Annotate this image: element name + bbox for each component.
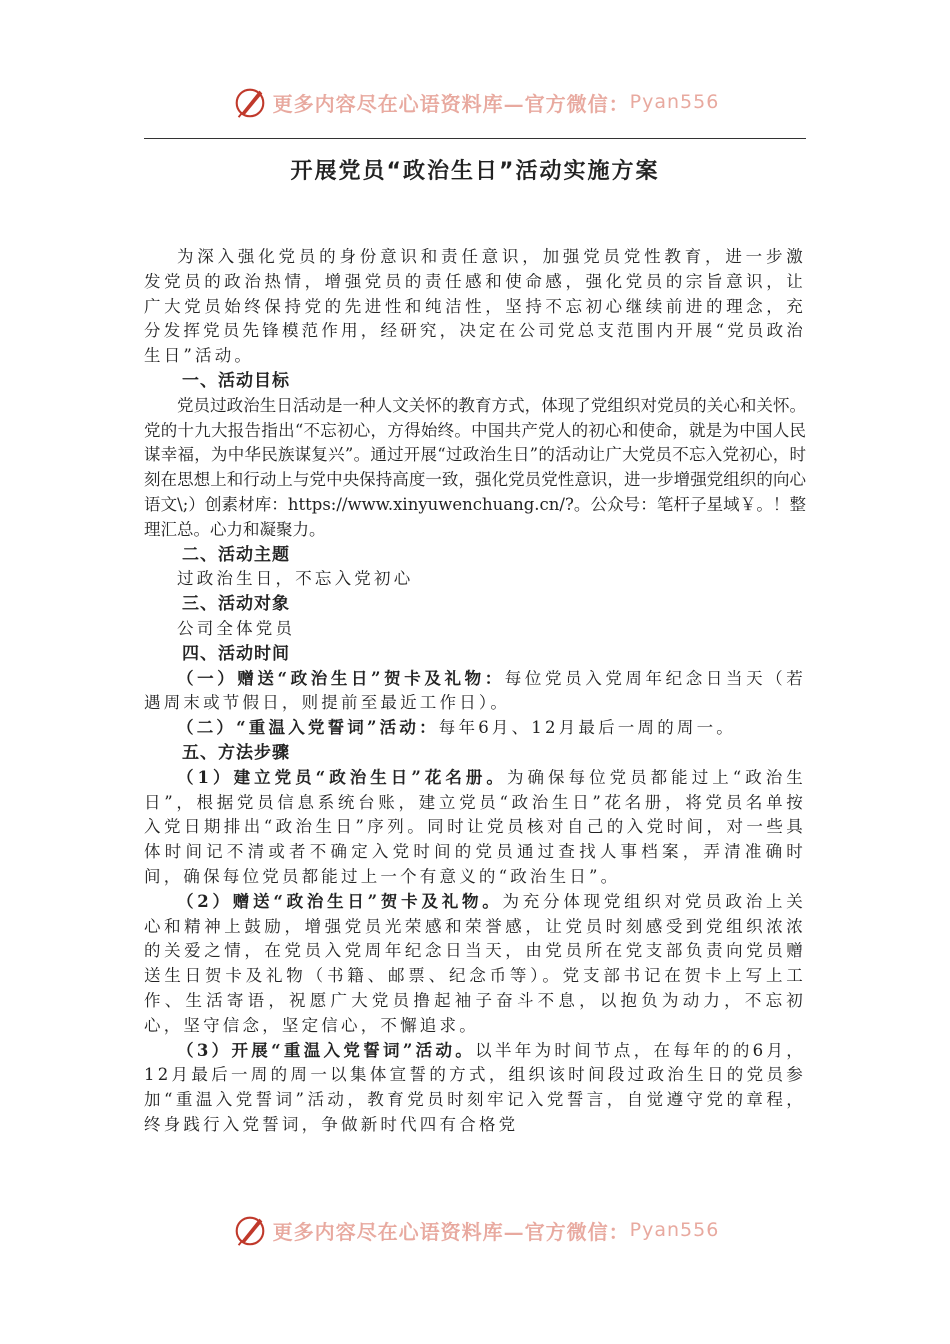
- theme-text: 过政治生日，不忘入党初心: [177, 569, 414, 589]
- section-heading-goal: 一、活动目标: [182, 370, 290, 391]
- section-heading-target: 三、活动对象: [182, 594, 290, 615]
- footer-watermark-banner: [0, 1208, 950, 1252]
- time-item-2: [144, 716, 806, 741]
- banner-text: 更多内容尽在心语资料库—官方微信：: [272, 1219, 630, 1244]
- header-divider: [144, 138, 806, 139]
- time-item-2-text: 每年6月、12月最后一周的周一。: [438, 718, 736, 738]
- intro-paragraph: 为深入强化党员的身份意识和责任意识，加强党员党性教育，进一步激发党员的政治热情，增强党员的责任感和使命感，强化党员的宗旨意识，让广大党员始终保持党的先进性和纯洁性，坚持不忘初心继续前进的理念，充分发挥党员先锋模范作用，经研究，决定在公司党总支范围内开展“党员政治生日”活动。: [144, 247, 806, 366]
- section-heading-theme: 二、活动主题: [182, 544, 290, 565]
- step-2-lead: （2）赠送“政治生日”贺卡及礼物。: [177, 891, 503, 911]
- section-heading-steps: 五、方法步骤: [182, 742, 290, 763]
- step-3-text: 以半年为时间节点，在每年的的6月，12月最后一周的周一以集体宣誓的方式，组织该时间段过政治生日的党员参加“重温入党誓词”活动，教育党员时刻牢记入党誓言，自觉遵守党的章程，终身践行入党誓词，争做新时代四有合格党: [144, 1040, 806, 1134]
- quill-pen-logo: [231, 1211, 269, 1249]
- document-title: 开展党员“政治生日”活动实施方案: [290, 159, 660, 184]
- goal-paragraph: 党员过政治生日活动是一种人文关怀的教育方式，体现了党组织对党员的关心和关怀。党的十九大报告指出“不忘初心，方得始终。中国共产党人的初心和使命，就是为中国人民谋幸福，为中华民族谋复兴”。通过开展“过政治生日”的活动让广大党员不忘入党初心，时刻在思想上和行动上与党中央保持高度一致，强化党员党性意识，进一步增强党组织的向心语文\;）创素材库：https://www.xinyuwenchuang.cn/?。公众号：笔杆子星域￥。！整理汇总。心力和凝聚力。: [144, 395, 806, 539]
- step-3-lead: （3）开展“重温入党誓词”活动。: [177, 1040, 476, 1060]
- step-1-lead: （1）建立党员“政治生日”花名册。: [177, 767, 507, 787]
- step-3: [144, 1039, 806, 1138]
- time-item-1-text: 每位党员入党周年纪念日当天（若遇周末或节假日，则提前至最近工作日）。: [144, 668, 806, 713]
- time-item-2-lead: （二）“重温入党誓词”活动：: [177, 718, 439, 738]
- time-item-1-lead: （一）赠送“政治生日”贺卡及礼物：: [177, 668, 505, 688]
- step-1: [144, 766, 806, 890]
- quill-pen-logo: [231, 83, 269, 121]
- step-1-text: 为确保每位党员都能过上“政治生日”，根据党员信息系统台账，建立党员“政治生日”花名册，将党员名单按入党日期排出“政治生日”序列。同时让党员核对自己的入党时间，对一些具体时间记不清或者不确定入党时间的党员通过查找人事档案，弄清准确时间，确保每位党员都能过上一个有意义的“政治生日”。: [144, 767, 806, 886]
- document-body: [144, 245, 806, 1138]
- banner-wechat-id: Pyan556: [629, 91, 720, 113]
- step-2-text: 为充分体现党组织对党员政治上关心和精神上鼓励，增强党员光荣感和荣誉感，让党员时刻感受到党组织浓浓的关爱之情，在党员入党周年纪念日当天，由党员所在党支部负责向党员赠送生日贺卡及礼物（书籍、邮票、纪念币等）。党支部书记在贺卡上写上工作、生活寄语，祝愿广大党员撸起袖子奋斗不息，以抱负为动力，不忘初心，坚守信念，坚定信心，不懈追求。: [144, 891, 806, 1035]
- header-watermark-banner: [0, 80, 950, 124]
- step-2: [144, 890, 806, 1039]
- banner-wechat-id: Pyan556: [629, 1219, 720, 1241]
- time-item-1: [144, 667, 806, 717]
- target-text: 公司全体党员: [177, 618, 296, 638]
- banner-text: 更多内容尽在心语资料库—官方微信：: [272, 91, 630, 116]
- section-heading-time: 四、活动时间: [182, 643, 290, 664]
